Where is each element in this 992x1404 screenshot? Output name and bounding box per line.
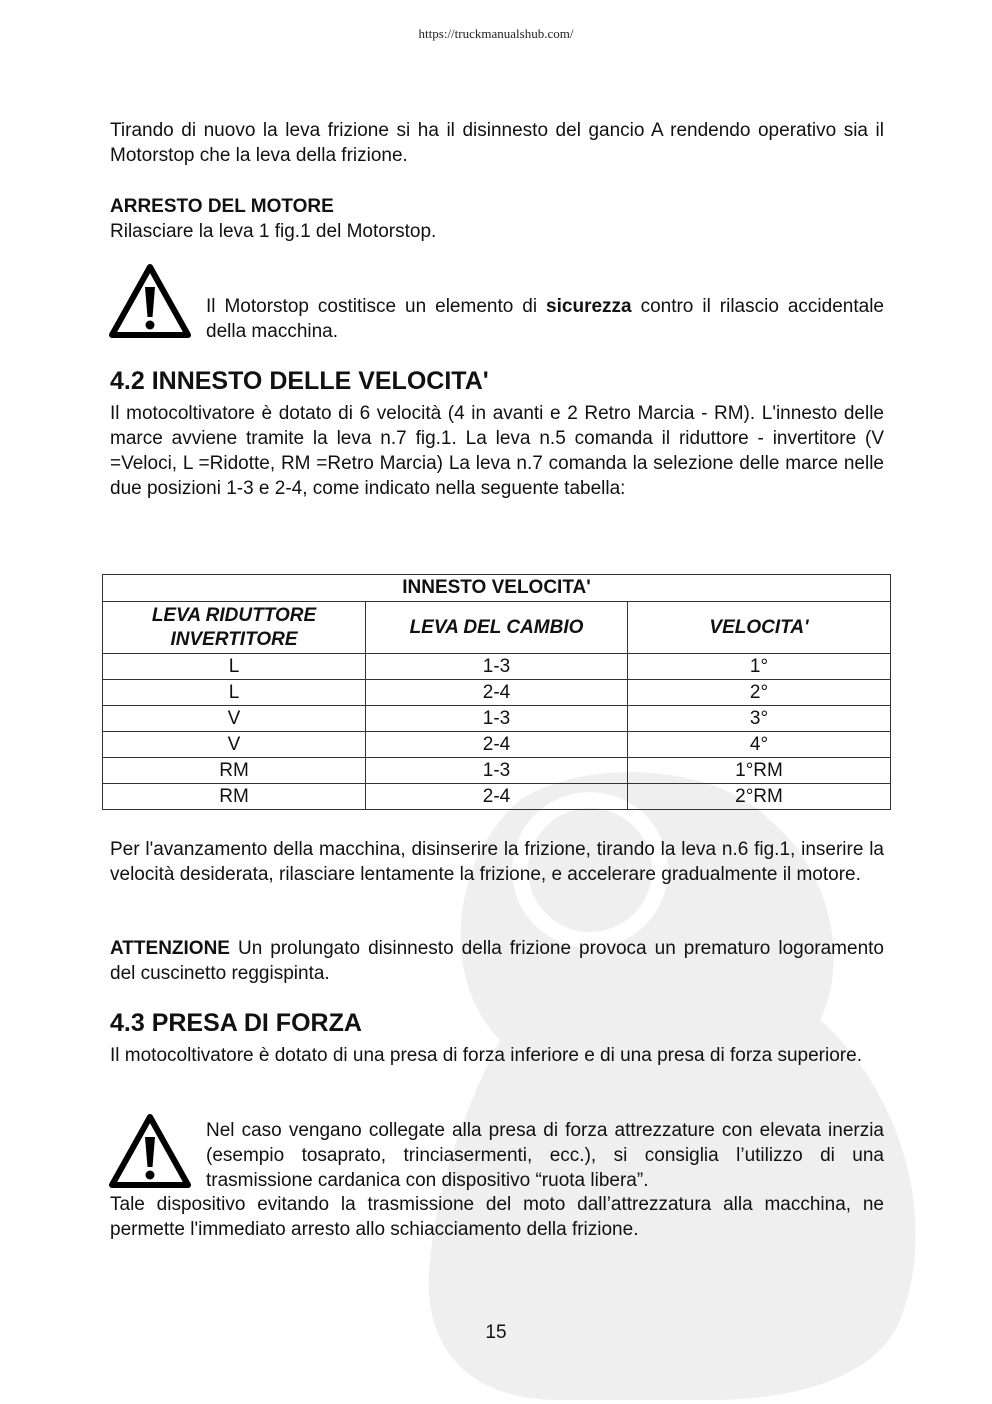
engine-stop-text: Rilasciare la leva 1 fig.1 del Motorstop. bbox=[110, 221, 437, 242]
reducer-cell: L bbox=[103, 680, 366, 706]
safety-keyword: sicurezza bbox=[546, 296, 632, 317]
engine-stop-heading: ARRESTO DEL MOTORE bbox=[110, 196, 334, 217]
speed-cell: 1°RM bbox=[628, 758, 891, 784]
gear-cell: 2-4 bbox=[366, 784, 628, 810]
warning-text-end: contro il rilascio accidentale della macchina. bbox=[206, 296, 884, 342]
section-4-3-title: 4.3 PRESA DI FORZA bbox=[110, 1009, 362, 1037]
gear-cell: 2-4 bbox=[366, 732, 628, 758]
table-row bbox=[103, 706, 891, 732]
table-row bbox=[103, 732, 891, 758]
header-gear-lever: LEVA DEL CAMBIO bbox=[366, 602, 628, 654]
warning-triangle-icon bbox=[108, 263, 192, 339]
section-4-3-text: Il motocoltivatore è dotato di una presa di forza inferiore e di una presa di forza superiore. bbox=[110, 1045, 862, 1066]
speed-cell: 2°RM bbox=[628, 784, 891, 810]
page-number: 15 bbox=[485, 1322, 507, 1343]
table-row bbox=[103, 680, 891, 706]
header-speed: VELOCITA' bbox=[628, 602, 891, 654]
speed-cell: 1° bbox=[628, 654, 891, 680]
gear-cell: 1-3 bbox=[366, 706, 628, 732]
speed-table bbox=[102, 574, 891, 810]
reducer-cell: RM bbox=[103, 784, 366, 810]
section-4-2-text: Il motocoltivatore è dotato di 6 velocità (4 in avanti e 2 Retro Marcia - RM). L'innesto delle marce avviene tramite la leva n.7 fig.1. La leva n.5 comanda il riduttore - invertitore (V =Veloci, L =Ridotte, RM =Retro Marcia) La leva n.7 comanda la selezione delle marce nelle due posizioni 1-3 e 2-4, come indicato nella seguente tabella: bbox=[110, 403, 884, 499]
table-row bbox=[103, 758, 891, 784]
clutch-paragraph: Tirando di nuovo la leva frizione si ha il disinnesto del gancio A rendendo operativo sia il Motorstop che la leva della frizione. bbox=[110, 120, 884, 166]
reducer-cell: L bbox=[103, 654, 366, 680]
source-url: https://truckmanualshub.com/ bbox=[418, 26, 574, 41]
attention-label: ATTENZIONE bbox=[110, 938, 230, 959]
advance-paragraph: Per l'avanzamento della macchina, disinserire la frizione, tirando la leva n.6 fig.1, inserire la velocità desiderata, rilasciare lentamente la frizione, e accelerare gradualmente il motore. bbox=[110, 839, 884, 885]
table-row bbox=[103, 654, 891, 680]
warning-pto-text: Nel caso vengano collegate alla presa di forza attrezzature con elevata inerzia (esempio tosaprato, trinciasermenti, ecc.), si consiglia l’utilizzo di una trasmissione cardanica con dispositivo “ruota libera”. bbox=[206, 1120, 884, 1191]
speed-cell: 2° bbox=[628, 680, 891, 706]
section-4-2-title: 4.2 INNESTO DELLE VELOCITA' bbox=[110, 367, 489, 395]
gear-cell: 2-4 bbox=[366, 680, 628, 706]
table-row bbox=[103, 784, 891, 810]
gear-cell: 1-3 bbox=[366, 758, 628, 784]
attention-paragraph bbox=[110, 936, 884, 986]
warning-text-start: Il Motorstop costitisce un elemento di bbox=[206, 296, 547, 317]
reducer-cell: V bbox=[103, 706, 366, 732]
table-title: INNESTO VELOCITA' bbox=[103, 575, 891, 602]
reducer-cell: RM bbox=[103, 758, 366, 784]
reducer-cell: V bbox=[103, 732, 366, 758]
gear-cell: 1-3 bbox=[366, 654, 628, 680]
warning-motorstop-text bbox=[206, 294, 884, 344]
header-reducer-lever: LEVA RIDUTTORE INVERTITORE bbox=[103, 602, 366, 654]
speed-cell: 4° bbox=[628, 732, 891, 758]
attention-text: Un prolungato disinnesto della frizione provoca un prematuro logoramento del cuscinetto reggispinta. bbox=[110, 938, 884, 984]
warning-triangle-icon bbox=[108, 1113, 192, 1189]
warning-pto-continuation: Tale dispositivo evitando la trasmissione del moto dall’attrezzatura alla macchina, ne permette l'immediato arresto allo schiacciamento della frizione. bbox=[110, 1194, 884, 1240]
speed-cell: 3° bbox=[628, 706, 891, 732]
